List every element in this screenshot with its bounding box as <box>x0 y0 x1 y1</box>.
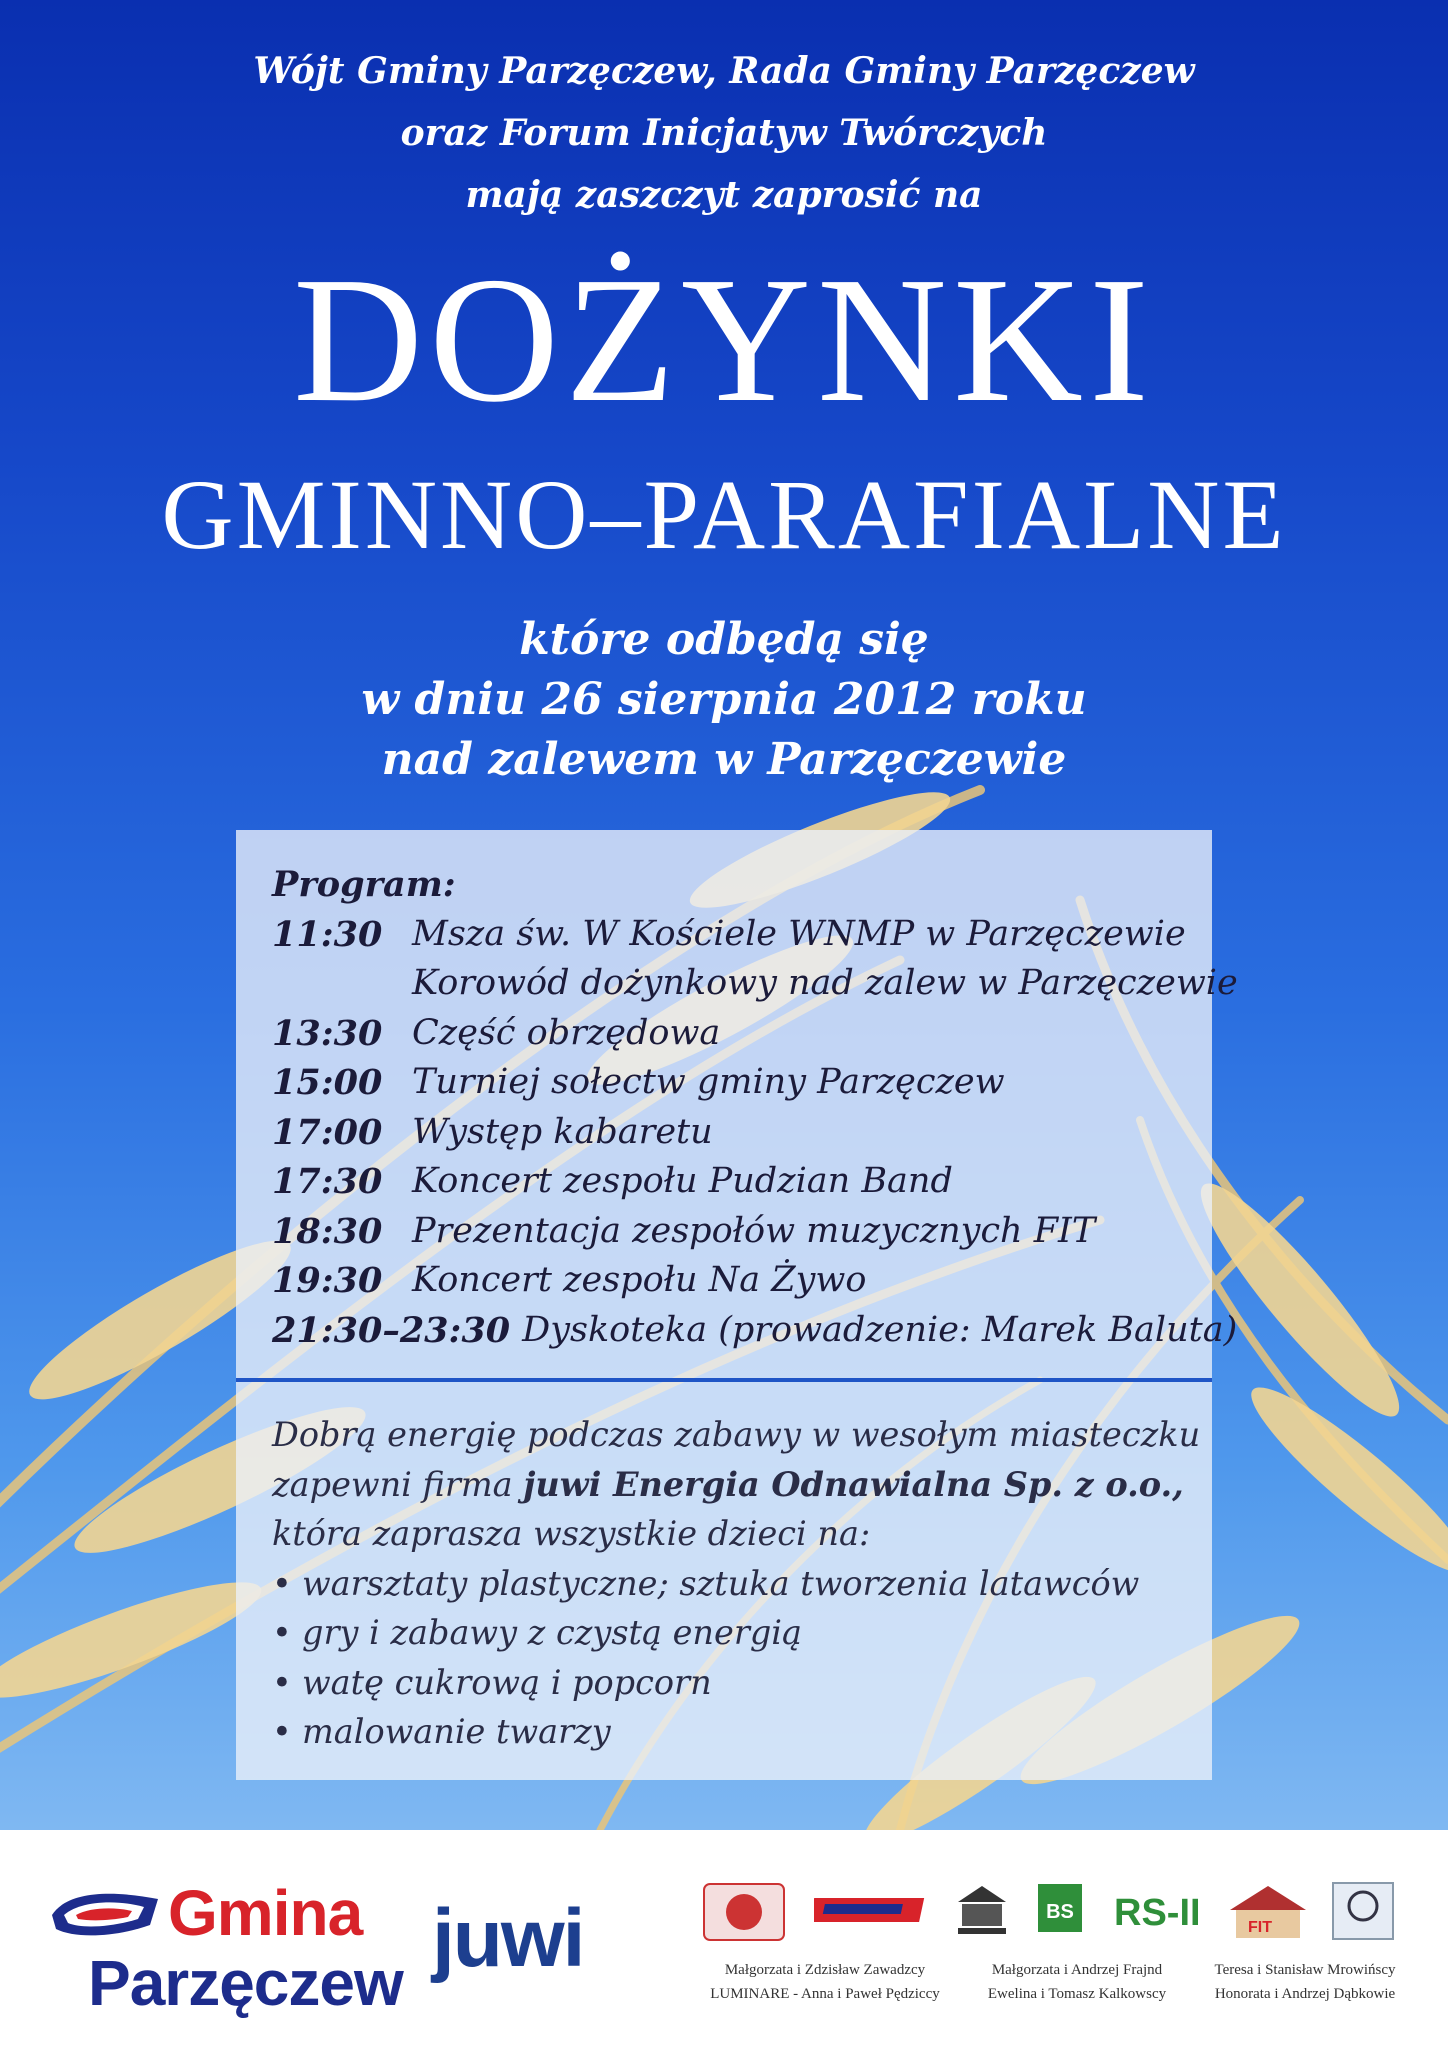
credit-line: LUMINARE - Anna i Paweł Pędziccy <box>710 1986 940 2002</box>
program-desc: Część obrzędowa <box>412 1012 721 1053</box>
program-list <box>272 860 1238 1355</box>
activity-label: malowanie twarzy <box>302 1712 611 1751</box>
program-row <box>272 1207 1202 1257</box>
event-line-3: nad zalewem w Parzęczewie <box>381 734 1067 785</box>
credits-column-3 <box>1194 1958 1416 2006</box>
sponsor-line-3: która zaprasza wszystkie dzieci na: <box>272 1514 871 1553</box>
sponsor-logo-bank <box>952 1880 1012 1944</box>
sponsor-line-1: Dobrą energię podczas zabawy w wesołym miasteczku <box>272 1415 1201 1454</box>
fit-logo-text: FIT <box>1248 1919 1272 1936</box>
sponsor-line-2-text: zapewni firma <box>272 1464 524 1504</box>
sponsor-logo-bs <box>1034 1880 1086 1944</box>
program-row <box>272 910 1202 960</box>
program-time: 21:30–23:30 <box>272 1309 511 1351</box>
program-desc: Koncert zespołu Na Żywo <box>412 1260 867 1300</box>
program-row <box>272 1306 1238 1356</box>
activity-item <box>272 1608 1202 1658</box>
program-time: 11:30 <box>272 913 383 955</box>
sponsor-logo-krysiak <box>814 1880 932 1944</box>
bullet-icon: • <box>272 1712 292 1751</box>
bs-logo-text: BS <box>1046 1901 1074 1923</box>
program-desc: Prezentacja zespołów muzycznych FIT <box>412 1210 1096 1251</box>
program-desc: Turniej sołectw gminy Parzęczew <box>412 1062 1005 1102</box>
sponsor-info <box>272 1410 1202 1757</box>
intro-line-3: mają zaszczyt zaprosić na <box>465 174 983 216</box>
sponsor-logo-rooster <box>698 1880 790 1944</box>
gmina-map-icon <box>46 1885 166 1945</box>
program-heading: Program: <box>272 864 456 905</box>
bullet-icon: • <box>272 1662 292 1702</box>
program-desc: Koncert zespołu Pudzian Band <box>412 1161 953 1201</box>
intro-line-2: oraz Forum Inicjatyw Twórczych <box>400 112 1048 154</box>
activity-item <box>272 1559 1202 1609</box>
program-desc: Korowód dożynkowy nad zalew w Parzęczewie <box>412 963 1238 1003</box>
program-row <box>272 1058 1202 1108</box>
credit-line: Ewelina i Tomasz Kalkowscy <box>987 1986 1167 2002</box>
event-info <box>0 610 1448 790</box>
credit-line: Teresa i Stanisław Mrowińscy <box>1214 1962 1396 1978</box>
credit-line: Honorata i Andrzej Dąbkowie <box>1214 1986 1396 2002</box>
program-time <box>272 959 412 1009</box>
panel-divider <box>236 1378 1212 1382</box>
credit-line: Małgorzata i Andrzej Frajnd <box>991 1962 1163 1978</box>
program-desc: Występ kabaretu <box>412 1111 713 1152</box>
activity-label: watę cukrową i popcorn <box>302 1662 712 1702</box>
program-panel <box>236 830 1238 1780</box>
sponsor-logo-rs: RS-II <box>1114 1892 1201 1934</box>
program-desc: Dyskoteka (prowadzenie: Marek Baluta) <box>522 1309 1238 1350</box>
program-desc: Msza św. W Kościele WNMP w Parzęczewie <box>412 913 1186 954</box>
program-time: 13:30 <box>272 1012 383 1054</box>
gmina-logo-text-1: Gmina <box>168 1877 363 1949</box>
credit-line: Małgorzata i Zdzisław Zawadzcy <box>724 1962 926 1978</box>
sponsor-company: juwi Energia Odnawialna Sp. z o.o., <box>523 1464 1184 1504</box>
program-row <box>272 1009 1202 1059</box>
intro-line-1: Wójt Gminy Parzęczew, Rada Gminy Parzęczew <box>253 50 1195 92</box>
page-title: DOŻYNKI <box>293 240 1155 439</box>
gmina-logo-text-2: Parzęczew <box>88 1947 403 2019</box>
bullet-icon: • <box>272 1613 292 1652</box>
credits-column-1 <box>690 1958 960 2006</box>
activity-item <box>272 1707 1202 1757</box>
event-line-2: w dniu 26 sierpnia 2012 roku <box>361 674 1087 725</box>
program-time: 18:30 <box>272 1210 383 1252</box>
credits-column-2 <box>962 1958 1192 2006</box>
activity-item <box>272 1658 1202 1708</box>
activity-label: warsztaty plastyczne; sztuka tworzenia latawców <box>302 1563 1140 1603</box>
program-time: 19:30 <box>272 1260 383 1301</box>
program-row <box>272 959 1238 1009</box>
event-line-1: które odbędą się <box>519 614 929 665</box>
program-time: 17:00 <box>272 1111 383 1153</box>
page-subtitle: GMINNO–PARAFIALNE <box>161 459 1287 570</box>
sponsors-footer <box>0 1830 1448 2048</box>
program-row <box>272 1256 1202 1306</box>
sponsor-logo-fit <box>1226 1880 1310 1944</box>
program-time: 15:00 <box>272 1062 383 1103</box>
organizers-intro <box>0 40 1448 226</box>
program-row <box>272 1157 1202 1207</box>
activity-label: gry i zabawy z czystą energią <box>302 1613 802 1652</box>
juwi-logo: juwi <box>432 1893 584 1984</box>
program-row <box>272 1108 1202 1158</box>
sponsor-line-2 <box>272 1460 1202 1510</box>
bullet-icon: • <box>272 1563 292 1603</box>
program-time: 17:30 <box>272 1161 383 1202</box>
sponsor-logo-anchor <box>1330 1880 1396 1944</box>
